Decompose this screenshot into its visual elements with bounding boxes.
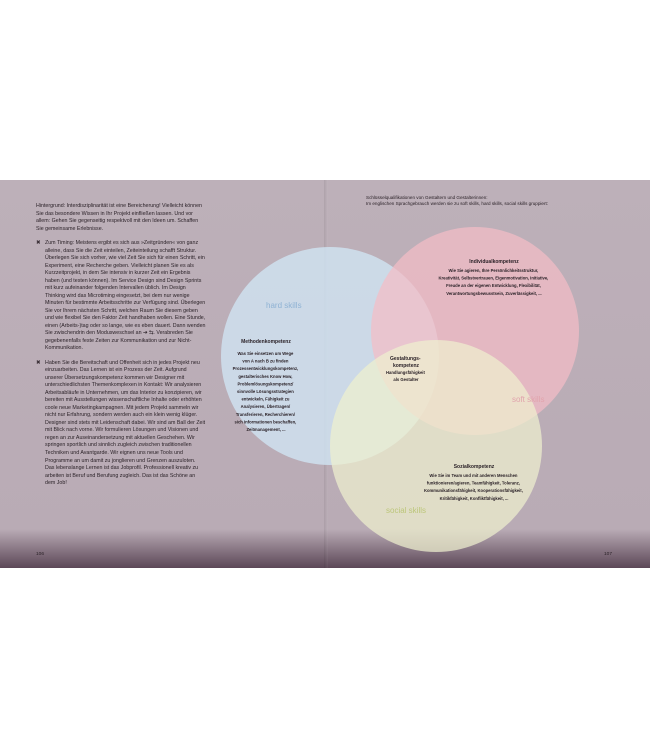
- arrows-icon: ✖: [36, 359, 41, 366]
- individual-title: Individualkompetenz: [469, 259, 519, 265]
- gestaltung-text: Handlungsfähigkeit als Gestalter: [385, 370, 425, 382]
- page-number-right: 107: [604, 552, 613, 557]
- sozial-text: Wie Sie im Team und mit anderen Menschen funktionieren/agieren, Teamfähigkeit, Toleranz, Kommunikationsfähigkeit, Kooperationsfähigkeit, Kritikfähigkeit, Konfliktfähigkeit, ...: [423, 473, 523, 501]
- caption-line-2: Im englischen Sprachgebrauch werden sie zu soft skills, hard skills, social skills gruppiert:: [366, 201, 549, 207]
- individual-text: Wie Sie agieren, Ihre Persönlichkeitsstruktur, Kreativität, Selbstvertrauen, Eigenmotivation, Initiative, Freude an der eigenen Entwicklung, Flexibilität, Verantwortungsbewusstsein, Zuverlässigkeit, ...: [438, 268, 549, 296]
- social-skills-circle: [330, 340, 545, 552]
- hard-skills-label: hard skills: [266, 301, 302, 310]
- arrows-icon: ✖: [36, 240, 41, 247]
- social-skills-label: social skills: [386, 506, 427, 515]
- bereitschaft-text: Haben Sie die Bereitschaft und Offenheit sich in jedes Projekt neu einzuarbeiten. Das Lernen ist ein Prozess der Zeit. Aufgrund unserer Übersetzungskompetenz kommen wir Designer mit unterschiedlichsten Themenkomplexen in Kontakt: Wir analysieren Arbeitsabläufe in Unternehmen, um das Interior zu konzipieren, wir bereiten mit Ausstellungen wissenschaftliche Inhalte oder erhöhten coole neue Marketingkampagnen. Mit jedem Projekt sammeln wir nicht nur Erfahrung, sondern werden auch ein klein wenig klüger. Designer sind stets mit Leidenschaft dabei. Wir sind am Ball der Zeit mit Blick nach vorne. Wir formulieren Lösungen und Visionen und regen an zur Auseinandersetzung mit aktuellen Geschehen. Wir springen sportlich und sinnlich zugleich zwischen traditionellen Techniken und Avantgarde. Wir eignen uns neue Tools und Programme an um damit zu jonglieren und Grenzen auszuloten. Das lebenslange Lernen ist das Jobprofil. Professionell kreativ zu arbeiten ist Beruf und Berufung zugleich. Das ist das Schöne an dem Job!: [45, 359, 206, 487]
- caption-line-1: Schlüsselqualifikationen von Gestaltern und Gestalterinnen:: [366, 195, 488, 200]
- methoden-text: Was Sie einsetzen um Wege von A nach B zu finden Prozessentwicklungskompetenz, gestalterisches Know How, Problemlösungskompetenz/ sinnvolle Lösungsstrategien entwickeln, Fähigkeit zu Analysieren, Übertragen/ Transferieren, Recherchieren/ sich Informationen beschaffen, Zeitmanagement, ...: [232, 351, 299, 432]
- page-number-left: 106: [36, 552, 45, 557]
- gestaltung-title: Gestaltungs- kompetenz: [390, 356, 421, 369]
- timing-text: Zum Timing: Meistens ergibt es sich aus »Zeitgründen« von ganz alleine, dass Sie die Zeit einteilen, Zeiteinteilung schafft Struktur. Überlegen Sie sich vorher, wie viel Zeit Sie sich für einen Schritt, ein Experiment, eine Recherche geben. Vielleicht planen Sie es als Kurzzeitprojekt, in dem Sie intensiv in kurzer Zeit ein Ergebnis haben (und testen können). Im Service Design sind Design Sprints mit kurz aufeinander folgenden Intervallen üblich. Im Design Thinking wird das Microtiming eingesetzt, bei dem nur wenige Minuten für bestimmte Arbeitsschritte zur Verfügung sind. Überlegen Sie vor Ihrem nächsten Schritt, welchen Raum Sie diesem geben und wie flexibel Sie den Faktor Zeit handhaben wollen. Eine Stunde, einen (Arbeits-)tag oder so lange, wie es eben dauert. Dann wenden Sie zwischendrin den Modusweschsel an ➔ ⇆. Verabreden Sie gegebenenfalls feste Zeiten zur Kommunikation und zur Nicht-Kommunikation.: [45, 240, 206, 352]
- sozial-title: Sozialkompetenz: [453, 464, 495, 470]
- methoden-title: Methodenkompetenz: [241, 339, 291, 345]
- intro-paragraph: Hintergrund: Interdisziplinarität ist eine Bereicherung! Vielleicht können Sie das besondere Wissen in Ihr Projekt einfließen lassen. Und vor allem: Gehen Sie gegenseitig respektvoll mit den Ideen um. Schaffen Sie gemeinsame Erlebnisse.: [36, 203, 202, 232]
- soft-skills-label: soft skills: [512, 395, 545, 404]
